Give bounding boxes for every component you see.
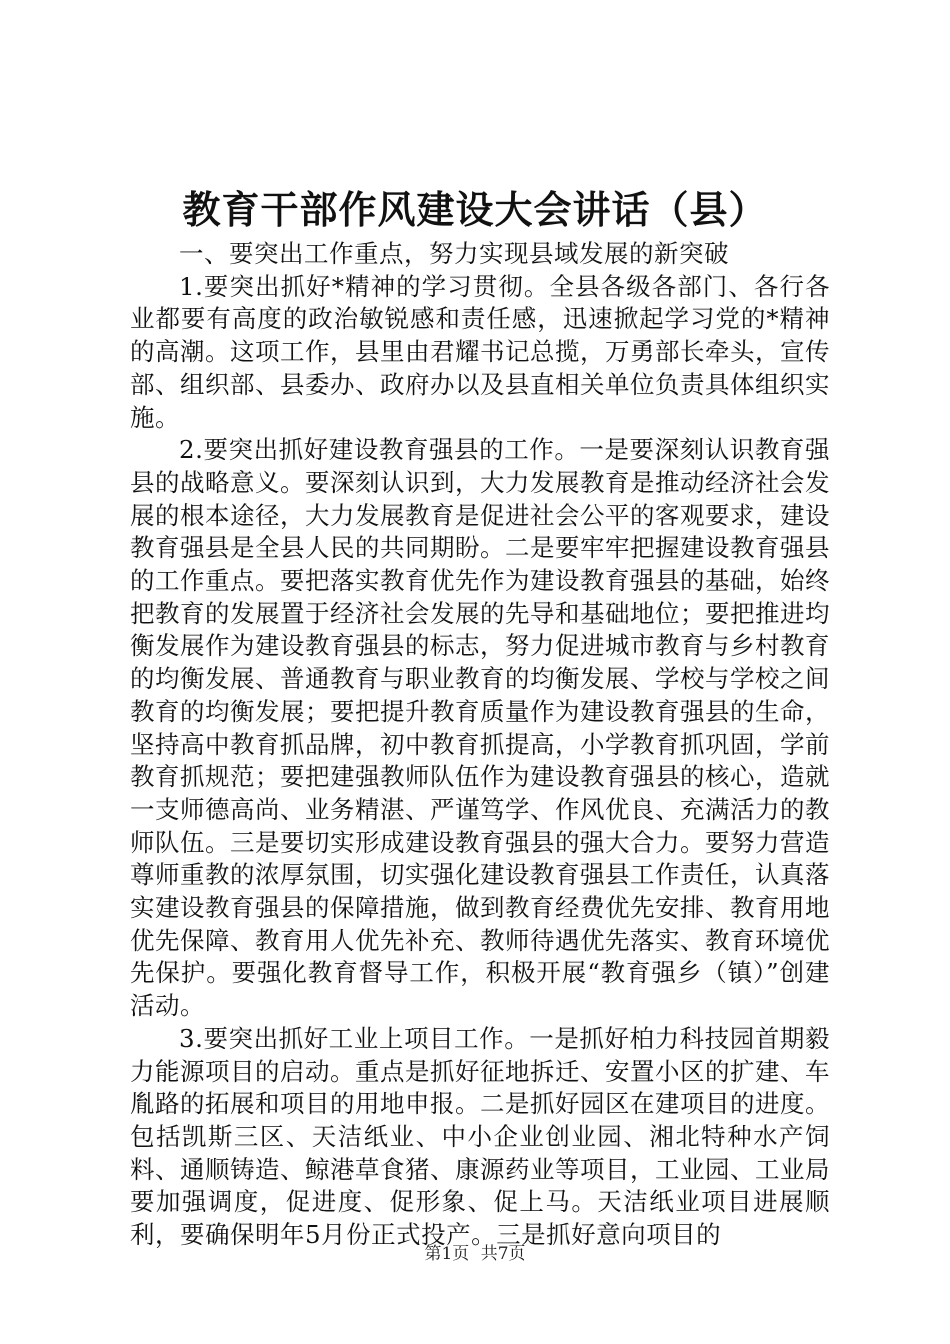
page-total: 共7页: [480, 1244, 526, 1264]
section-heading: 一、要突出工作重点，努力实现县域发展的新突破: [179, 239, 729, 268]
body-paragraph: 1.要突出抓好*精神的学习贯彻。全县各级各部门、各行各业都要有高度的政治敏锐感和责任感，迅速掀起学习党的*精神的高潮。这项工作，县里由君耀书记总揽，万勇部长牵头，宣传部、组织部、县委办、政府办以及县直相关单位负责具体组织实施。: [130, 271, 830, 432]
body-paragraph: 2.要突出抓好建设教育强县的工作。一是要深刻认识教育强县的战略意义。要深刻认识到，大力发展教育是推动经济社会发展的根本途径，大力发展教育是促进社会公平的客观要求，建设教育强县是全县人民的共同期盼。二是要牢牢把握建设教育强县的工作重点。要把落实教育优先作为建设教育强县的基础，始终把教育的发展置于经济社会发展的先导和基础地位；要把推进均衡发展作为建设教育强县的标志，努力促进城市教育与乡村教育的均衡发展、普通教育与职业教育的均衡发展、学校与学校之间教育的均衡发展；要把提升教育质量作为建设教育强县的生命，坚持高中教育抓品牌，初中教育抓提高，小学教育抓巩固，学前教育抓规范；要把建强教师队伍作为建设教育强县的核心，造就一支师德高尚、业务精湛、严谨笃学、作风优良、充满活力的教师队伍。三是要切实形成建设教育强县的强大合力。要努力营造尊师重教的浓厚氛围，切实强化建设教育强县工作责任，认真落实建设教育强县的保障措施，做到教育经费优先安排、教育用地优先保障、教育用人优先补充、教师待遇优先落实、教育环境优先保护。要强化教育督导工作，积极开展“教育强乡（镇）”创建活动。: [130, 435, 830, 1021]
page-footer: [0, 1243, 950, 1265]
body-paragraph: 3.要突出抓好工业上项目工作。一是抓好柏力科技园首期毅力能源项目的启动。重点是抓好征地拆迁、安置小区的扩建、车胤路的拓展和项目的用地申报。二是抓好园区在建项目的进度。包括凯斯三区、天洁纸业、中小企业创业园、湘北特种水产饲料、通顺铸造、鲸港草食猪、康源药业等项目，工业园、工业局要加强调度，促进度、促形象、促上马。天洁纸业项目进展顺利，要确保明年5月份正式投产。三是抓好意向项目的: [130, 1023, 830, 1250]
page-number: 第1页: [424, 1244, 470, 1264]
document-title: 教育干部作风建设大会讲话（县）: [182, 187, 768, 232]
document-body: [130, 238, 830, 1252]
